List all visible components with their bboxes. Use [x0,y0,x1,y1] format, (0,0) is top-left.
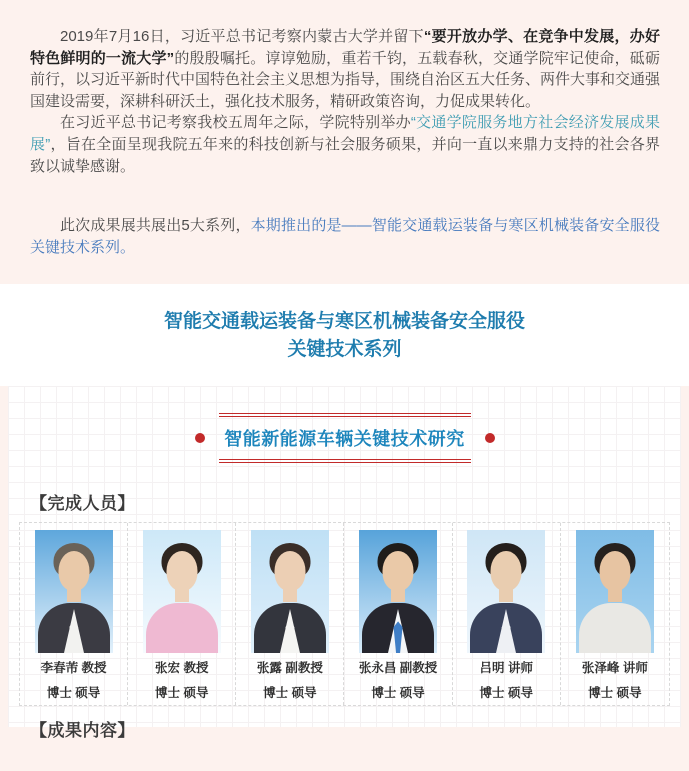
member-card [561,523,669,705]
article-intro [0,0,689,258]
results-section-label: 【成果内容】 [30,721,135,741]
member-name-title: 张泽峰 讲师 [581,661,648,676]
photo-face [166,551,197,591]
member-name-title: 张露 副教授 [256,661,323,676]
paragraph-2-rest: ，旨在全面呈现我院五年来的科技创新与社会服务硕果，并向一直以来鼎力支持的社会各界致以诚挚感谢。 [30,135,660,175]
series-heading [0,284,689,386]
member-photo [576,530,654,653]
member-degree: 博士 硕导 [155,686,209,701]
series-name-highlight: 本期推出的是——智能交通载运装备与寒区机械装备安全服役关键技术系列。 [30,217,660,256]
paragraph-3-text: 此次成果展共展出5大系列， [60,217,251,235]
member-card [453,523,561,705]
series-heading-line-1: 智能交通载运装备与寒区机械装备安全服役 [163,311,525,333]
photo-face [599,551,630,591]
member-name-title: 张永昌 副教授 [358,661,438,676]
paragraph-2-text: 在习近平总书记考察我校五周年之际，学院特别举办 [60,114,411,132]
member-degree: 博士 硕导 [263,686,317,701]
member-card [344,523,452,705]
member-name-title: 李春芾 教授 [40,661,107,676]
photo-face [274,551,305,591]
exhibition-name-highlight: “交通学院服务地方社会经济发展成果展” [30,114,660,153]
member-degree: 博士 硕导 [46,686,101,701]
red-dot-left-icon [195,433,205,443]
members-grid [19,522,670,706]
topic-banner [8,386,681,463]
member-photo [35,530,113,653]
photo-face [58,551,89,591]
member-photo [251,530,329,653]
member-name-title: 吕明 讲师 [479,661,533,676]
member-degree: 博士 硕导 [588,686,642,701]
member-name-title: 张宏 教授 [155,661,209,676]
paragraph-1-rest: 的殷殷嘱托。谆谆勉励，重若千钧，五载春秋，交通学院牢记使命，砥砺前行，以习近平新时代中国特色社会主义思想为指导，围绕自治区五大任务、两件大事和交通强国建设需要，深耕科研沃土，强化技术服务，精研政策咨询，力促成果转化。 [30,49,661,110]
paragraph-1 [30,26,660,112]
member-card [236,523,344,705]
paragraph-1-text: 2019年7月16日，习近平总书记考察内蒙古大学并留下 [60,28,424,45]
members-section-label: 【完成人员】 [30,494,135,514]
paragraph-3 [30,215,660,258]
series-heading-line-2: 关键技术系列 [287,339,402,361]
paragraph-2 [30,112,660,177]
member-photo [143,530,221,653]
grid-paper-section [8,386,681,741]
member-degree: 博士 硕导 [479,686,533,701]
topic-banner-title: 智能新能源车辆关键技术研究 [219,413,471,463]
paragraph-1-quote: “要开放办学、在竞争中发展，办好特色鲜明的一流大学” [30,28,660,67]
photo-face [491,551,522,591]
member-degree: 博士 硕导 [371,686,425,701]
member-photo [359,530,437,653]
photo-face [383,551,414,591]
member-card [20,523,128,705]
member-card [128,523,236,705]
red-dot-right-icon [485,433,495,443]
member-photo [467,530,545,653]
